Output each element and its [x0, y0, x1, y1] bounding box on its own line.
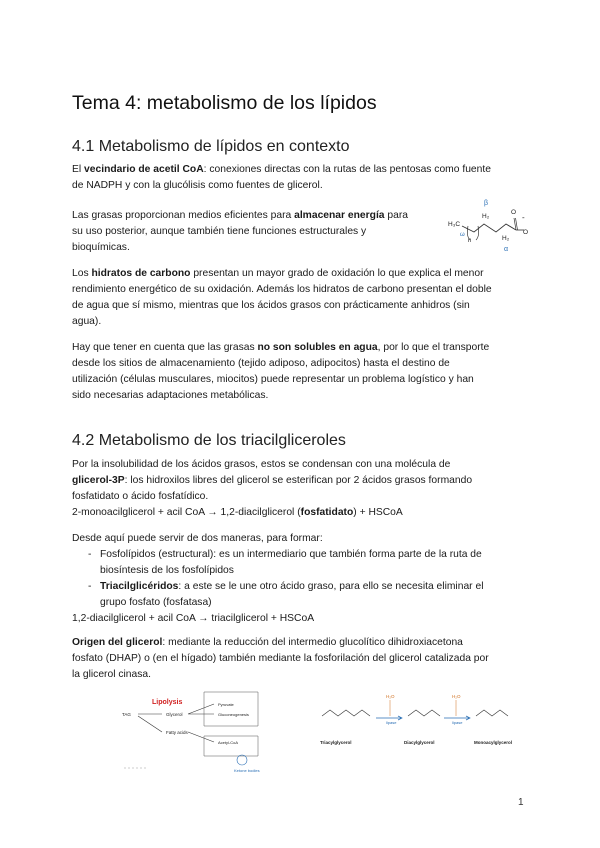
- monoacylglycerol-label: Monoacylglycerol: [474, 740, 513, 745]
- glycerol-fate-box: [204, 692, 258, 726]
- paragraph-solubilidad: Hay que tener en cuenta que las grasas no son solubles en agua, por lo que el transporte desde los sitios de almacenamiento (tejido adiposo, adipocitos) hasta el destino de utilización (células musculares, miocitos) puede representar un problema logístico y han sido necesarias adaptaciones metabólicas.: [72, 342, 490, 401]
- list-item-triacilgliceridos: - Triacilglicéridos: a este se le une otro ácido graso, para ello se necesita eliminar el grupo fosfato (fosfatasa): [72, 579, 528, 611]
- lipolysis-title: Lipolysis: [152, 699, 183, 706]
- lipase-label-1: lipase: [386, 720, 397, 725]
- paragraph-grasas: Las grasas proporcionan medios eficientes para almacenar energía para su uso posterior, aunque también tiene funciones estructurales y bioquímicas.: [72, 210, 409, 253]
- n-subscript: n: [468, 238, 472, 244]
- oxygen-right: O: [523, 229, 529, 236]
- fatty-acids-label: Fatty acids: [166, 730, 188, 735]
- paragraph-acetil-coa: El vecindario de acetil CoA: conexiones directas con la rutas de las pentosas como fuente de NADPH y con la glucólisis como fuentes de glicerol.: [72, 164, 491, 191]
- pyruvate-label: Pyruvate: [218, 702, 234, 707]
- dag-structure: [408, 710, 440, 716]
- tag-label: TAG: [122, 712, 131, 717]
- triacylglycerol-label: Triacylglycerol: [320, 740, 352, 745]
- water-label-1: H₂O: [386, 694, 395, 699]
- lipase-label-2: lipase: [452, 720, 463, 725]
- lipolysis-arrows: [138, 714, 162, 732]
- tag-structure: [322, 710, 370, 716]
- ketone-bodies-label: Ketone bodies: [234, 768, 260, 773]
- page-title: Tema 4: metabolismo de los lípidos: [72, 92, 377, 114]
- lipolysis-figure: [118, 686, 278, 776]
- formation-list: [72, 547, 528, 611]
- triacylglycerol-hydrolysis-figure: [316, 686, 522, 756]
- gluconeogenesis-label: Gluconeogenesis: [218, 712, 249, 717]
- pathway-arrows: [188, 704, 214, 742]
- beta-label: β: [484, 200, 489, 207]
- alpha-label: α: [504, 246, 509, 253]
- paragraph-glicerol-3p: Por la insolubilidad de los ácidos grasos, estos se condensan con una molécula de glicerol-3P: los hidroxilos libres del glicerol se esterifican por 2 ácidos grasos formando fosfatidato o ácido fosfatídico. 2-monoacilglicerol + acil CoA → 1,2-diacilglicerol (fosfatidato) + HSCoA: [72, 459, 473, 518]
- mag-structure: [476, 710, 508, 716]
- section-heading-4-1: 4.1 Metabolismo de lípidos en contexto: [72, 138, 350, 155]
- paragraph-hidratos: Los hidratos de carbono presentan un mayor grado de oxidación lo que explica el menor rendimiento energético de su oxidación. Además los hidratos de carbono presentan el doble de agua que sí mismo, mientras que los ácidos grasos con prácticamente anhidros (sin agua).: [72, 268, 492, 327]
- water-arrows: [390, 700, 456, 716]
- paragraph-dos-maneras: Desde aquí puede servir de dos maneras, para formar:: [72, 533, 323, 544]
- cycle-icon: [237, 755, 247, 765]
- diacylglycerol-label: Diacylglycerol: [404, 740, 435, 745]
- page-number: 1: [518, 797, 524, 808]
- list-item-fosfolipidos: - Fosfolípidos (estructural): es un intermediario que también forma parte de la ruta de biosíntesis de los fosfolípidos: [72, 547, 528, 579]
- h3c-label: H₃C: [448, 221, 461, 228]
- omega-label: ω: [460, 232, 465, 238]
- fatty-acid-fate-box: [204, 736, 258, 756]
- oxygen-top: O: [511, 209, 517, 216]
- minus-charge: -: [522, 213, 525, 222]
- h2-top-label: H₂: [482, 213, 490, 220]
- fatty-acid-molecule-diagram: [444, 196, 540, 258]
- water-label-2: H₂O: [452, 694, 461, 699]
- carbonyl-double-bond: [514, 218, 518, 230]
- acetyl-coa-label: Acetyl-CoA: [218, 740, 239, 745]
- glycerol-label: Glycerol: [166, 712, 183, 717]
- carbon-chain-bonds: [462, 224, 516, 232]
- paragraph-origen-glicerol: Origen del glicerol: mediante la reducción del intermedio glucolítico dihidroxiacetona fosfato (DHAP) o (en el hígado) también mediante la fosforilación del glicerol catalizada por la glicerol cinasa.: [72, 637, 489, 680]
- section-heading-4-2: 4.2 Metabolismo de los triacilgliceroles: [72, 432, 346, 449]
- h2-bottom-label: H₂: [502, 235, 510, 242]
- equation-triacilglicerol: 1,2-diacilglicerol + acil CoA → triacilglicerol + HSCoA: [72, 613, 315, 624]
